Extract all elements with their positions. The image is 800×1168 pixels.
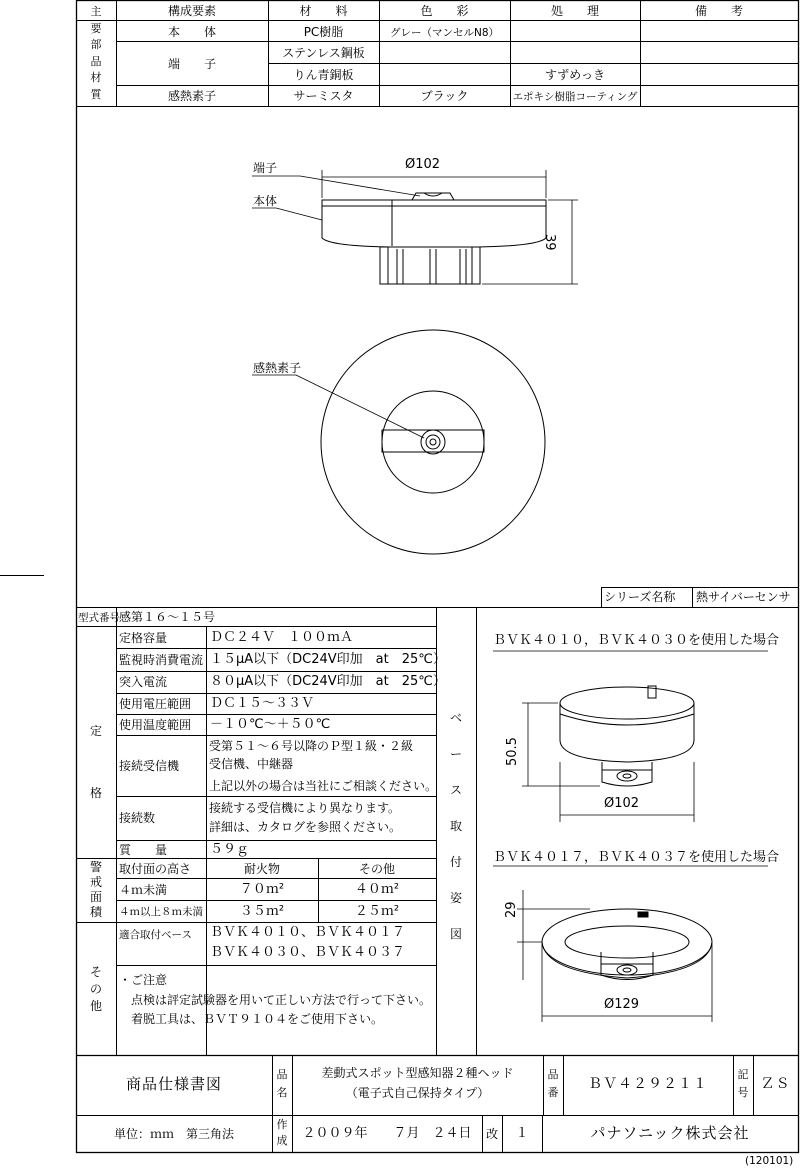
unit-label: 単位：ｍｍ 第三角法 [113,1127,234,1141]
spec-label-temp-range: 使用温度範囲 [119,718,192,732]
row-body-element: 本 体 [167,25,216,39]
other-note-2: 着脱工具は、ＢＶＴ９１０４をご使用下さい。 [131,1012,384,1026]
base-case2-title: ＢＶＫ４０１７，ＢＶＫ４０３７を使用した場合 [493,850,780,865]
series-label: シリーズ名称 [604,590,676,604]
other-base-line-2: ＢＶＫ４０３０、ＢＶＫ４０３７ [210,945,406,960]
doc-code: (120101) [745,1155,794,1167]
name-label: 品名 [276,1068,288,1099]
spec-receiver-line-2: 受信機、中継器 [209,757,294,771]
alarm-row1-other: ４０ｍ² [354,882,400,897]
spec-label-standby-current: 監視時消費電流 [119,653,204,667]
col-header-color: 色 彩 [420,4,469,18]
alarm-row2-height: ４ｍ以上８ｍ未満 [119,906,203,918]
col-header-material: 材 料 [299,4,348,18]
col-header-remarks: 備 考 [694,4,743,18]
spec-receiver-line-1: 受第５１～６号以降のＰ型１級・２級 [209,739,414,753]
other-note-1: 点検は評定試験器を用いて正しい方法で行って下さい。 [131,993,432,1007]
product-name-line-2: （電子式自己保持タイプ） [345,1086,490,1100]
company-name: パナソニック株式会社 [590,1124,750,1142]
alarm-header-other: その他 [358,862,395,876]
number-label: 品番 [547,1068,559,1099]
spec-value-voltage-range: ＤＣ１５～３３Ｖ [210,696,315,711]
doc-title: 商品仕様書図 [125,1075,222,1093]
spec-label-receiver: 接続受信機 [119,759,180,773]
row-terminal-material-2: りん青銅板 [293,68,354,82]
row-sensor-treatment: エポキシ樹脂コーティング [512,91,638,103]
spec-label-weight: 質 量 [119,843,168,857]
other-base-label: 適合取付ベース [119,929,192,941]
label-body: 本体 [253,194,278,208]
spec-value-inrush-current: ８０μA以下（DC24V印加 at 25℃） [210,674,446,689]
revision-value: １ [515,1126,529,1141]
product-number: ＢＶ４２９２１１ [588,1076,708,1092]
spec-label-capacity: 定格容量 [119,631,168,645]
spec-value-standby-current: １５μA以下（DC24V印加 at 25℃） [210,652,446,667]
spec-label-inrush-current: 突入電流 [119,675,168,689]
row-sensor-element: 感熱素子 [167,89,216,103]
label-terminal: 端子 [253,161,278,175]
made-label: 作成 [276,1118,288,1147]
dim-height: 39 [542,234,557,251]
spec-count-line-2: 詳細は、カタログを参照ください。 [209,820,402,834]
base-case2-diameter: Ø129 [604,997,640,1012]
mark-label: 記号 [737,1068,749,1099]
other-note-title: ・ご注意 [119,973,168,987]
alarm-row2-other: ２５ｍ² [354,904,400,919]
alarm-row2-fireproof: ３５ｍ² [239,904,285,919]
materials-side-label: 主要部品材質 [90,5,102,101]
base-section-side-label: ベース取付姿図 [449,711,462,941]
dim-diameter: Ø102 [405,157,441,172]
spec-receiver-line-3: 上記以外の場合は当社にご相談ください。 [209,779,438,793]
series-value: 熱サイバーセンサ [696,590,791,604]
row-sensor-color: ブラック [420,89,469,103]
side-view [252,170,578,284]
mark-value: ＺＳ [760,1076,791,1092]
row-terminal-element: 端 子 [167,57,216,71]
model-label: 型式番号 [78,612,120,624]
spec-value-weight: ５９ｇ [210,842,250,857]
base-case2-height: 29 [504,901,519,918]
base-case1-diameter: Ø102 [604,796,640,811]
row-body-material: PC樹脂 [303,25,344,39]
other-side-label: その他 [89,965,102,1013]
created-date: ２００９年 ７月 ２４日 [302,1126,472,1141]
alarm-header-height: 取付面の高さ [119,862,192,876]
alarm-row1-height: ４ｍ未満 [119,883,168,897]
row-sensor-material: サーミスタ [293,89,354,103]
spec-value-capacity: ＤＣ２４Ｖ １００ｍＡ [210,630,354,645]
spec-value-temp-range: －１０℃～＋５０℃ [210,717,331,732]
spec-count-line-1: 接続する受信機により異なります。 [209,801,401,815]
other-base-line-1: ＢＶＫ４０１０、ＢＶＫ４０１７ [210,925,406,940]
rating-side-label: 定格 [89,724,102,800]
model-value: 感第１６～１５号 [119,610,216,624]
product-name-line-1: 差動式スポット型感知器２種ヘッド [321,1066,514,1080]
col-header-element: 構成要素 [167,4,216,18]
base-case1-title: ＢＶＫ４０１０，ＢＶＫ４０３０を使用した場合 [493,633,780,648]
alarm-area-side-label: 警戒面積 [89,860,102,919]
alarm-row1-fireproof: ７０ｍ² [239,882,285,897]
row-body-color: グレー（マンセルN8） [389,27,500,39]
spec-label-count: 接続数 [119,811,156,825]
row-terminal-material-1: ステンレス鋼板 [282,46,365,60]
row-terminal-treatment: すずめっき [544,68,605,82]
base-case1-height: 50.5 [505,737,520,766]
spec-label-voltage-range: 使用電圧範囲 [119,697,192,711]
label-sensor: 感熱素子 [253,361,302,375]
revision-label: 改 [485,1127,498,1141]
col-header-treatment: 処 理 [550,4,599,18]
alarm-header-fireproof: 耐火物 [243,862,280,876]
